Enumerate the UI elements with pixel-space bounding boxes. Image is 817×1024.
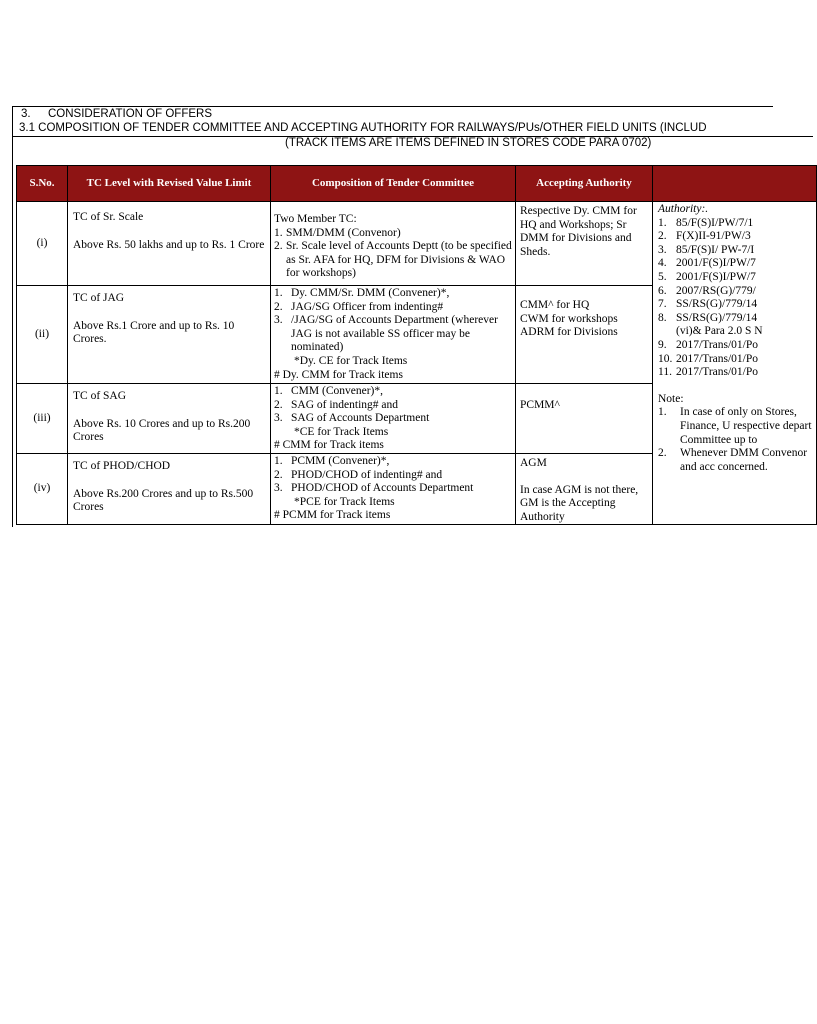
authority-item: 3. 85/F(S)I/ PW-7/I xyxy=(658,243,755,256)
note-title: Note: xyxy=(658,392,684,405)
note-item: 2. Whenever DMM Convenor and acc concerned. xyxy=(658,447,808,473)
authority-item: 9. 2017/Trans/01/Po xyxy=(658,338,759,351)
authority-item: 2. F(X)II-91/PW/3 xyxy=(658,230,751,243)
row-level xyxy=(68,286,271,384)
header-sno: S.No. xyxy=(17,166,68,202)
note-item: 1. In case of only on Stores, Finance, U respective depart Committee up to xyxy=(658,406,812,446)
level-title: TC of JAG xyxy=(73,292,125,304)
header-accepting-authority: Accepting Authority xyxy=(516,166,653,202)
table-header-row xyxy=(17,166,817,202)
track-items-note: (TRACK ITEMS ARE ITEMS DEFINED IN STORES CODE PARA 0702) xyxy=(285,137,652,149)
authority-item: 7. SS/RS(G)/779/14 xyxy=(658,298,758,311)
row-accepting-authority: Respective Dy. CMM for HQ and Workshops; Sr DMM for Divisions and Sheds. xyxy=(516,202,653,286)
row-composition xyxy=(271,384,516,454)
document-sheet xyxy=(12,106,812,527)
row-accepting-authority xyxy=(516,286,653,384)
authority-item: 10. 2017/Trans/01/Po xyxy=(658,352,759,365)
composition-item: 3. PHOD/CHOD of Accounts Department xyxy=(274,482,474,495)
composition-star-note: *Dy. CE for Track Items xyxy=(294,354,408,367)
level-limit: Above Rs. 50 lakhs and up to Rs. 1 Crore xyxy=(73,238,265,251)
level-limit: Above Rs.1 Crore and up to Rs. 10 Crores. xyxy=(73,319,235,346)
composition-item: 3. SAG of Accounts Department xyxy=(274,412,430,425)
composition-hash-note: # PCMM for Track items xyxy=(274,509,391,522)
row-sno: (iv) xyxy=(17,454,68,525)
section-title: CONSIDERATION OF OFFERS xyxy=(48,108,212,120)
composition-item: 2. SAG of indenting# and xyxy=(274,398,399,411)
composition-star-note: *CE for Track Items xyxy=(294,425,389,438)
composition-item: 3. /JAG/SG of Accounts Department (wherever JAG is not available SS officer may be nominated) xyxy=(274,314,498,354)
subsection-heading: 3.1 COMPOSITION OF TENDER COMMITTEE AND ACCEPTING AUTHORITY FOR RAILWAYS/PUs/OTHER FIELD UNITS (INCLUD xyxy=(19,122,707,134)
authority-item: 1. 85/F(S)I/PW/7/1 xyxy=(658,216,754,229)
composition-hash-note: # Dy. CMM for Track items xyxy=(274,368,403,381)
composition-item: 2. JAG/SG Officer from indenting# xyxy=(274,300,444,313)
row-sno: (i) xyxy=(17,202,68,286)
composition-item: 1. Dy. CMM/Sr. DMM (Convener)*, xyxy=(274,287,450,299)
tender-committee-table xyxy=(16,165,817,525)
authority-item: 6. 2007/RS(G)/779/ xyxy=(658,284,756,297)
composition-item: 1. SMM/DMM (Convenor) xyxy=(274,226,401,239)
composition-item: 1. CMM (Convener)*, xyxy=(274,385,383,397)
row-level xyxy=(68,202,271,286)
accepting-line: CMM^ for HQ xyxy=(520,299,590,311)
authority-item: 5. 2001/F(S)I/PW/7 xyxy=(658,270,756,283)
row-level xyxy=(68,384,271,454)
accepting-line: In case AGM is not there, GM is the Accepting Authority xyxy=(520,483,639,523)
authority-item: 8. SS/RS(G)/779/14 xyxy=(658,311,758,324)
composition-head: Two Member TC: xyxy=(274,213,357,225)
composition-item: 2. PHOD/CHOD of indenting# and xyxy=(274,468,443,481)
row-accepting-authority: PCMM^ xyxy=(516,384,653,454)
row-level xyxy=(68,454,271,525)
header-composition: Composition of Tender Committee xyxy=(271,166,516,202)
header-level: TC Level with Revised Value Limit xyxy=(68,166,271,202)
row-composition xyxy=(271,286,516,384)
composition-hash-note: # CMM for Track items xyxy=(274,439,384,452)
row-sno: (iii) xyxy=(17,384,68,454)
row-sno: (ii) xyxy=(17,286,68,384)
authority-column xyxy=(653,202,817,525)
level-limit: Above Rs. 10 Crores and up to Rs.200 Crores xyxy=(73,417,251,444)
row-composition xyxy=(271,202,516,286)
composition-star-note: *PCE for Track Items xyxy=(294,495,395,508)
header-extra xyxy=(653,166,817,202)
level-title: TC of PHOD/CHOD xyxy=(73,460,171,472)
level-limit: Above Rs.200 Crores and up to Rs.500 Crores xyxy=(73,487,254,514)
authority-title: Authority:. xyxy=(658,203,709,215)
authority-item: (vi)& Para 2.0 S N xyxy=(676,325,763,338)
accepting-line: AGM xyxy=(520,457,547,469)
authority-item: 4. 2001/F(S)I/PW/7 xyxy=(658,257,756,270)
accepting-line: CWM for workshops xyxy=(520,312,618,325)
composition-item: 1. PCMM (Convener)*, xyxy=(274,455,390,467)
section-number: 3. xyxy=(21,108,31,120)
composition-item: 2. Sr. Scale level of Accounts Deptt (to be specified as Sr. AFA for HQ, DFM for Divisions & WAO for workshops) xyxy=(274,240,512,280)
row-composition xyxy=(271,454,516,525)
table-row xyxy=(17,202,817,286)
level-title: TC of Sr. Scale xyxy=(73,211,144,223)
section-heading xyxy=(21,108,212,120)
level-title: TC of SAG xyxy=(73,390,127,402)
row-accepting-authority xyxy=(516,454,653,525)
authority-item: 11. 2017/Trans/01/Po xyxy=(658,366,759,379)
accepting-line: ADRM for Divisions xyxy=(520,326,618,339)
